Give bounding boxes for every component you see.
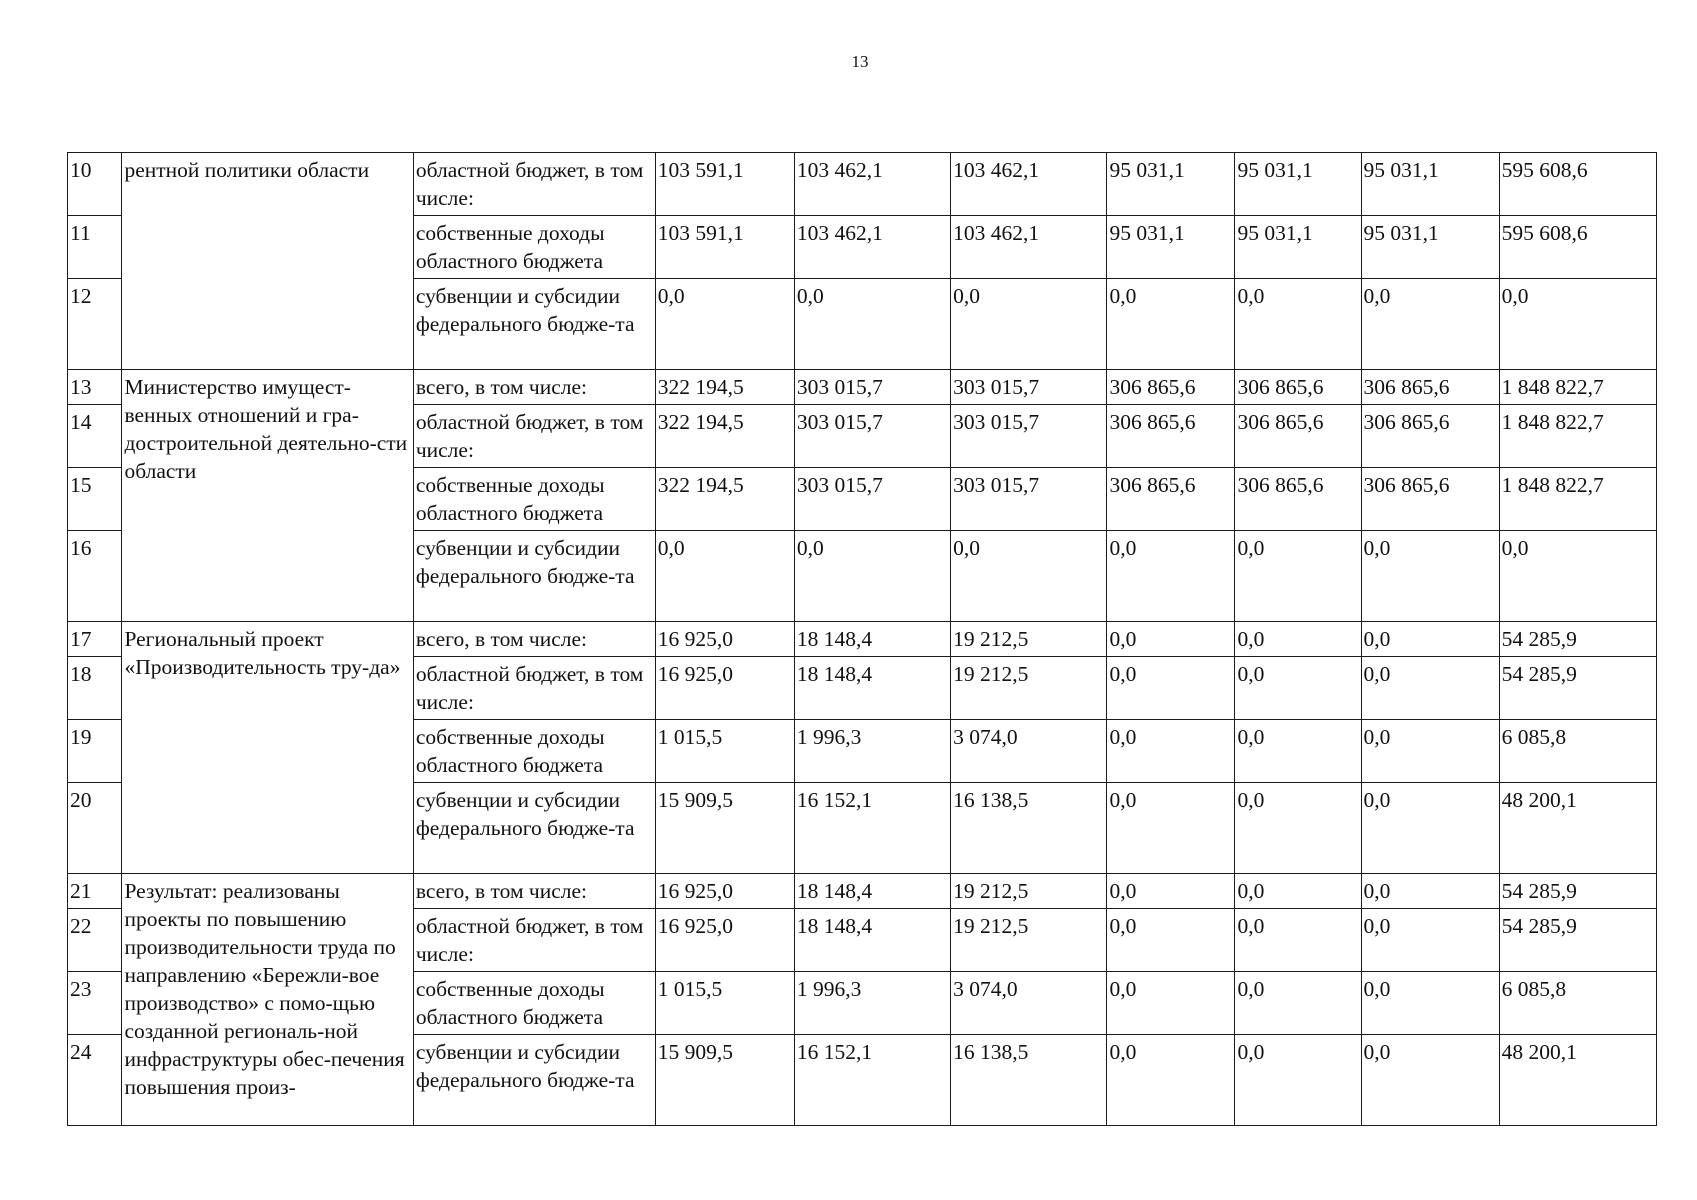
value-cell: 0,0 [1361,720,1499,783]
value-cell: 0,0 [1361,657,1499,720]
value-cell: 103 591,1 [655,216,794,279]
value-cell: 0,0 [1107,909,1235,972]
value-cell: 0,0 [1235,783,1361,874]
value-cell: 306 865,6 [1235,370,1361,405]
value-cell: 0,0 [1107,1035,1235,1126]
value-cell: 0,0 [1107,972,1235,1035]
row-number: 24 [68,1035,122,1126]
value-cell: 0,0 [1107,657,1235,720]
row-number: 20 [68,783,122,874]
value-cell: 0,0 [1107,622,1235,657]
value-cell: 95 031,1 [1235,153,1361,216]
value-cell: 95 031,1 [1361,153,1499,216]
page-number: 13 [851,52,869,71]
table-row [68,370,1657,405]
value-cell: 0,0 [655,279,794,370]
row-number: 10 [68,153,122,216]
value-cell: 0,0 [1235,622,1361,657]
value-cell: 0,0 [1235,279,1361,370]
funding-source: всего, в том числе: [413,622,655,657]
value-cell: 0,0 [794,279,950,370]
total-cell: 0,0 [1499,531,1656,622]
total-cell: 1 848 822,7 [1499,405,1656,468]
funding-source: собственные доходы областного бюджета [413,720,655,783]
value-cell: 0,0 [1235,657,1361,720]
value-cell: 303 015,7 [794,405,950,468]
value-cell: 306 865,6 [1107,468,1235,531]
funding-source: всего, в том числе: [413,874,655,909]
total-cell: 54 285,9 [1499,874,1656,909]
value-cell: 306 865,6 [1107,370,1235,405]
value-cell: 303 015,7 [951,468,1107,531]
row-number: 21 [68,874,122,909]
value-cell: 103 462,1 [794,216,950,279]
value-cell: 16 152,1 [794,783,950,874]
value-cell: 15 909,5 [655,1035,794,1126]
value-cell: 0,0 [1107,783,1235,874]
row-number: 18 [68,657,122,720]
row-number: 11 [68,216,122,279]
total-cell: 6 085,8 [1499,972,1656,1035]
value-cell: 306 865,6 [1361,405,1499,468]
total-cell: 54 285,9 [1499,909,1656,972]
program-name-cell: Министерство имущест-венных отношений и гра-достроительной деятельно-сти области [122,370,413,622]
value-cell: 1 996,3 [794,720,950,783]
value-cell: 18 148,4 [794,874,950,909]
total-cell: 595 608,6 [1499,216,1656,279]
value-cell: 19 212,5 [951,874,1107,909]
value-cell: 0,0 [1361,874,1499,909]
value-cell: 19 212,5 [951,909,1107,972]
budget-table [67,152,1657,1126]
value-cell: 95 031,1 [1361,216,1499,279]
value-cell: 303 015,7 [951,370,1107,405]
value-cell: 3 074,0 [951,972,1107,1035]
value-cell: 0,0 [1361,909,1499,972]
value-cell: 322 194,5 [655,405,794,468]
value-cell: 0,0 [1107,874,1235,909]
value-cell: 19 212,5 [951,622,1107,657]
value-cell: 0,0 [1235,874,1361,909]
value-cell: 306 865,6 [1235,405,1361,468]
program-name-cell: Результат: реализованы проекты по повышению производительности труда по направлению «Бережли-вое производство» с помо-щью созданной региональ-ной инфраструктуры обес-печения повышения произ- [122,874,413,1126]
value-cell: 0,0 [1361,531,1499,622]
row-number: 14 [68,405,122,468]
value-cell: 103 462,1 [951,153,1107,216]
value-cell: 0,0 [1361,1035,1499,1126]
value-cell: 16 138,5 [951,783,1107,874]
value-cell: 16 138,5 [951,1035,1107,1126]
value-cell: 95 031,1 [1235,216,1361,279]
value-cell: 322 194,5 [655,468,794,531]
value-cell: 303 015,7 [951,405,1107,468]
value-cell: 306 865,6 [1107,405,1235,468]
total-cell: 1 848 822,7 [1499,370,1656,405]
table-row [68,153,1657,216]
total-cell: 48 200,1 [1499,1035,1656,1126]
value-cell: 0,0 [1235,909,1361,972]
table-row [68,622,1657,657]
value-cell: 306 865,6 [1361,370,1499,405]
value-cell: 0,0 [1235,1035,1361,1126]
value-cell: 0,0 [1107,720,1235,783]
value-cell: 0,0 [1235,972,1361,1035]
value-cell: 1 015,5 [655,972,794,1035]
funding-source: субвенции и субсидии федерального бюдже-та [413,531,655,622]
value-cell: 18 148,4 [794,657,950,720]
value-cell: 0,0 [1107,279,1235,370]
value-cell: 306 865,6 [1235,468,1361,531]
funding-source: областной бюджет, в том числе: [413,153,655,216]
value-cell: 15 909,5 [655,783,794,874]
row-number: 17 [68,622,122,657]
value-cell: 306 865,6 [1361,468,1499,531]
value-cell: 18 148,4 [794,909,950,972]
total-cell: 54 285,9 [1499,657,1656,720]
funding-source: собственные доходы областного бюджета [413,972,655,1035]
value-cell: 0,0 [951,531,1107,622]
table-row [68,874,1657,909]
funding-source: субвенции и субсидии федерального бюдже-та [413,279,655,370]
funding-source: субвенции и субсидии федерального бюдже-та [413,1035,655,1126]
value-cell: 0,0 [951,279,1107,370]
value-cell: 95 031,1 [1107,153,1235,216]
value-cell: 0,0 [794,531,950,622]
value-cell: 103 462,1 [951,216,1107,279]
row-number: 15 [68,468,122,531]
value-cell: 103 591,1 [655,153,794,216]
funding-source: собственные доходы областного бюджета [413,216,655,279]
row-number: 19 [68,720,122,783]
value-cell: 0,0 [1235,531,1361,622]
value-cell: 95 031,1 [1107,216,1235,279]
value-cell: 16 152,1 [794,1035,950,1126]
value-cell: 322 194,5 [655,370,794,405]
value-cell: 0,0 [1107,531,1235,622]
total-cell: 48 200,1 [1499,783,1656,874]
value-cell: 16 925,0 [655,874,794,909]
value-cell: 103 462,1 [794,153,950,216]
total-cell: 0,0 [1499,279,1656,370]
funding-source: областной бюджет, в том числе: [413,909,655,972]
row-number: 13 [68,370,122,405]
funding-source: областной бюджет, в том числе: [413,405,655,468]
value-cell: 0,0 [1235,720,1361,783]
program-name-cell: рентной политики области [122,153,413,370]
value-cell: 18 148,4 [794,622,950,657]
value-cell: 16 925,0 [655,622,794,657]
value-cell: 3 074,0 [951,720,1107,783]
total-cell: 1 848 822,7 [1499,468,1656,531]
funding-source: всего, в том числе: [413,370,655,405]
funding-source: собственные доходы областного бюджета [413,468,655,531]
row-number: 22 [68,909,122,972]
row-number: 12 [68,279,122,370]
program-name-cell: Региональный проект «Производительность тру-да» [122,622,413,874]
total-cell: 595 608,6 [1499,153,1656,216]
value-cell: 0,0 [1361,972,1499,1035]
row-number: 16 [68,531,122,622]
value-cell: 19 212,5 [951,657,1107,720]
value-cell: 0,0 [1361,622,1499,657]
value-cell: 1 015,5 [655,720,794,783]
total-cell: 54 285,9 [1499,622,1656,657]
value-cell: 0,0 [655,531,794,622]
funding-source: областной бюджет, в том числе: [413,657,655,720]
value-cell: 0,0 [1361,783,1499,874]
value-cell: 16 925,0 [655,657,794,720]
value-cell: 1 996,3 [794,972,950,1035]
total-cell: 6 085,8 [1499,720,1656,783]
value-cell: 303 015,7 [794,370,950,405]
value-cell: 16 925,0 [655,909,794,972]
row-number: 23 [68,972,122,1035]
value-cell: 0,0 [1361,279,1499,370]
funding-source: субвенции и субсидии федерального бюдже-та [413,783,655,874]
value-cell: 303 015,7 [794,468,950,531]
